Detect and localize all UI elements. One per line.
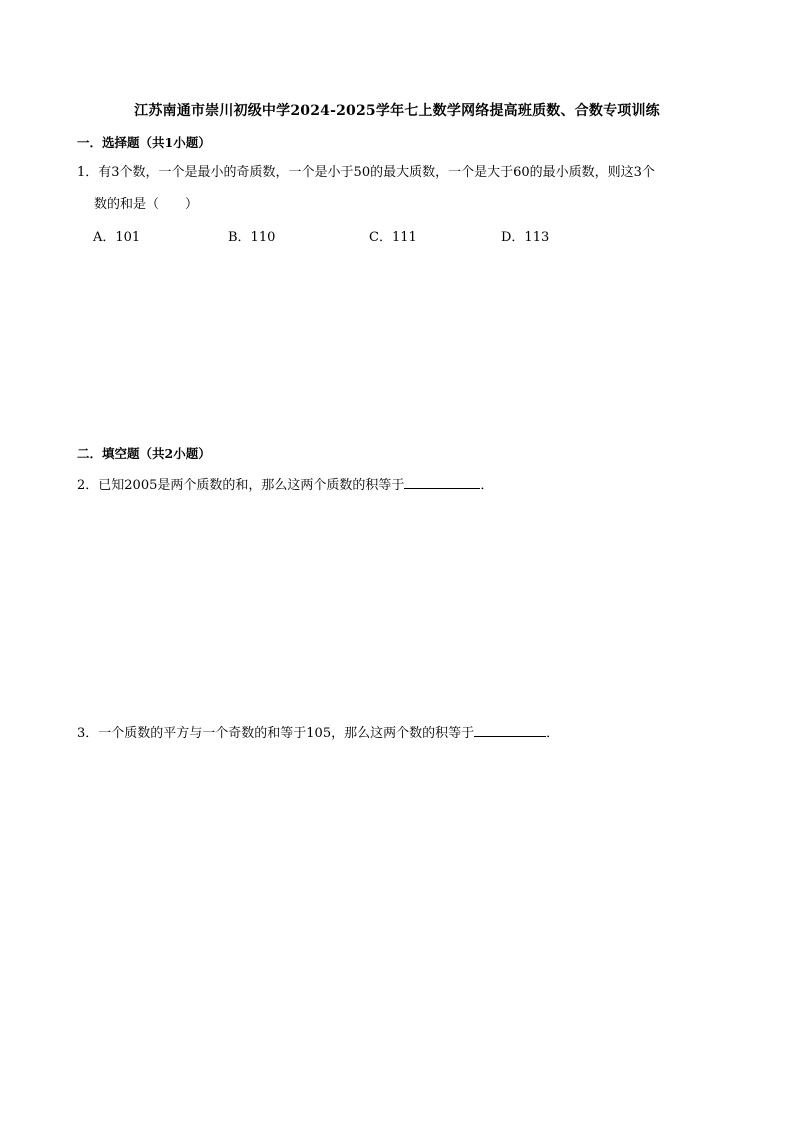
section-heading-multiple-choice: 一．选择题（共1小题） bbox=[77, 135, 211, 150]
option-a[interactable]: A．101 bbox=[93, 230, 141, 245]
question-2-end: ． bbox=[480, 478, 494, 493]
question-3-text: 3．一个质数的平方与一个奇数的和等于105，那么这两个数的积等于 bbox=[77, 726, 475, 741]
question-2 bbox=[77, 470, 727, 502]
option-b[interactable]: B．110 bbox=[228, 230, 276, 245]
document-title: 江苏南通市崇川初级中学2024-2025学年七上数学网络提高班质数、合数专项训练 bbox=[134, 103, 660, 119]
question-3 bbox=[77, 718, 727, 750]
question-2-text: 2．已知2005是两个质数的和，那么这两个质数的积等于 bbox=[77, 478, 405, 493]
question-1-line-2: 数的和是（ ） bbox=[94, 197, 199, 212]
option-d[interactable]: D．113 bbox=[501, 230, 550, 245]
question-1 bbox=[77, 157, 727, 221]
answer-blank[interactable] bbox=[404, 474, 480, 489]
question-1-line-1: 1．有3个数，一个是最小的奇质数，一个是小于50的最大质数，一个是大于60的最小质数，则这3个 bbox=[77, 165, 655, 180]
answer-blank[interactable] bbox=[474, 722, 546, 737]
question-3-end: ． bbox=[546, 726, 560, 741]
section-heading-fill-in: 二．填空题（共2小题） bbox=[77, 446, 211, 461]
option-c[interactable]: C．111 bbox=[369, 230, 417, 245]
question-1-options bbox=[93, 226, 693, 246]
